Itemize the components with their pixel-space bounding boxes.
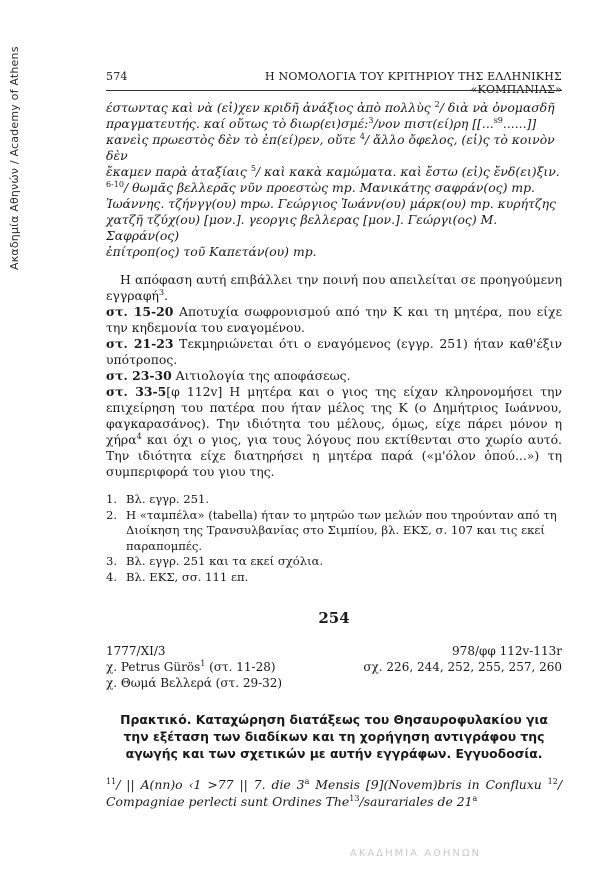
source-line: πραγματευτής. καί οὔτως τὸ διωρ(ει)σμέ:$^3$/νον πιστ(εί)ρη [[...$^{s9}$......]] xyxy=(106,115,537,131)
source-line: έστωντας καὶ νὰ (εἰ)χεν κριδῆ ἀνάξιος ἀπὸ πολλὺς $^2$/ διὰ νὰ ὀνομασδῆ xyxy=(106,99,555,115)
footnote: 2. Η «ταμπέλα» (tabella) ήταν το μητρώο των μελών που τηρούνταν από τη Διοίκηση της Τρανσυλβανίας στο Σιμπίου, βλ. ΕΚΣ, σ. 107 και τις εκεί παραπομπές. xyxy=(106,507,557,553)
source-line: $^{6-10}$/ θωμᾶς βελλερᾶς νῦν προεστὼς mp. Μανικάτης σαφράν(ος) mp. xyxy=(106,179,535,195)
source-line: Ἰωάννης. τζήνγγ(ου) mpω. Γεώργιος Ἰωάνν(ου) μάρκ(ου) mp. κυρήτζης xyxy=(106,196,556,211)
book-page xyxy=(106,62,562,810)
page-header xyxy=(106,62,562,96)
academy-watermark: ΑΚΑΔΗΜΙΑ ΑΘΗΝΩΝ xyxy=(350,848,482,859)
folio-reference: 978/φφ 112v-113r xyxy=(452,644,562,658)
archive-side-label: Ακαδημία Αθηνών / Academy of Athens xyxy=(8,46,21,270)
document-metadata xyxy=(106,643,562,697)
commentary-intro: Η απόφαση αυτή επιβάλλει την ποινή που απειλείται σε προηγούμενη εγγραφή$^3$. xyxy=(106,272,562,303)
footnote: 3. Βλ. εγγρ. 251 και τα εκεί σχόλια. xyxy=(106,554,324,568)
document-number: 254 xyxy=(318,609,350,627)
source-line: κανεὶς πρωεστὸς δὲν τὸ ἐπ(εί)ρεν, οὔτε $^4$/ ἄλλο ὄφελος, (εἰ)ς τὸ κοινὸν δὲν xyxy=(106,131,555,163)
footnote: 4. Βλ. ΕΚΣ, σσ. 111 επ. xyxy=(106,569,249,584)
commentary-note: στ. 21-23 Τεκμηριώνεται ότι ο εναγόμενος (εγγρ. 251) ήταν καθ'έξιν υπότροπος. xyxy=(106,336,562,367)
metadata-right xyxy=(363,643,562,675)
cross-references: σχ. 226, 244, 252, 255, 257, 260 xyxy=(363,660,562,674)
commentary-note: στ. 23-30 Αιτιολογία της αποφάσεως. xyxy=(106,368,351,383)
source-line: ἐπίτροπ(ος) τοῦ Καπετάν(ου) mp. xyxy=(106,244,317,259)
hand-one: χ. Petrus Gürös$^1$ (στ. 11-28) xyxy=(106,659,276,674)
document-summary: Πρακτικό. Καταχώρηση διατάξεως του Θησαυροφυλακίου για την εξέταση των διαδίκων και τη χορήγηση αντιγράφου της αγωγής και των σχετικών με αυτήν εγγράφων. Εγγυοδοσία. xyxy=(120,712,548,761)
footnote: 1. Βλ. εγγρ. 251. xyxy=(106,492,210,506)
commentary-note: στ. 33-5[φ 112v] Η μητέρα και ο γιος της είχαν κληρονομήσει την επιχείρηση του πατέρα που ήταν μέλος της Κ (ο Δημήτριος Ιωάννου, φαγκαρασάνος). Την ιδιότητα του μέλους, όμως, είχε πάρει μόνον η χήρα$^4$ και όχι ο γιος, για τους λόγους που εκτίθενται στο χωρίο αυτό. Την ιδιότητα είχε διατηρήσει η μητέρα παρά («μ'όλον ὁπού...») τη συμπεριφορά του γιου της. xyxy=(106,384,562,479)
header-rule xyxy=(106,90,562,91)
source-line: ἔκαμεν παρὰ ἀταξίαις $^5$/ καὶ κακὰ καμώματα. καὶ ἔστω (εἰ)ς ἔνδ(ει)ξιν. xyxy=(106,163,560,179)
footnotes xyxy=(106,492,562,585)
source-text-block xyxy=(106,100,562,260)
running-head: Η ΝΟΜΟΛΟΓΙΑ ΤΟΥ ΚΡΙΤΗΡΙΟΥ ΤΗΣ ΕΛΛΗΝΙΚΗΣ «ΚΟΜΠΑΝΙΑΣ» xyxy=(265,70,562,96)
document-date: 1777/XI/3 xyxy=(106,644,166,658)
latin-text: $^{11}$/ || A(nn)o ‹1 >77 || 7. die 3$^a$ Mensis [9](Novem)bris in Confluxu $^{12}$/ Compagniae perlecti sunt Ordines The$^{13}$/saurariales de 21$^a$ xyxy=(106,776,562,809)
page-number: 574 xyxy=(106,70,128,83)
commentary xyxy=(106,272,562,480)
metadata-left xyxy=(106,643,282,691)
commentary-note: στ. 15-20 Αποτυχία σωφρονισμού από την Κ και τη μητέρα, που είχε την κηδεμονία του εναγομένου. xyxy=(106,304,562,335)
source-line: χατζῆ τζύχ(ου) [μον.]. γεοργις βελλερας [μον.]. Γεώργι(ος) Μ. Σαφράν(ος) xyxy=(106,212,498,243)
hand-two: χ. Θωμά Βελλερά (στ. 29-32) xyxy=(106,676,283,690)
